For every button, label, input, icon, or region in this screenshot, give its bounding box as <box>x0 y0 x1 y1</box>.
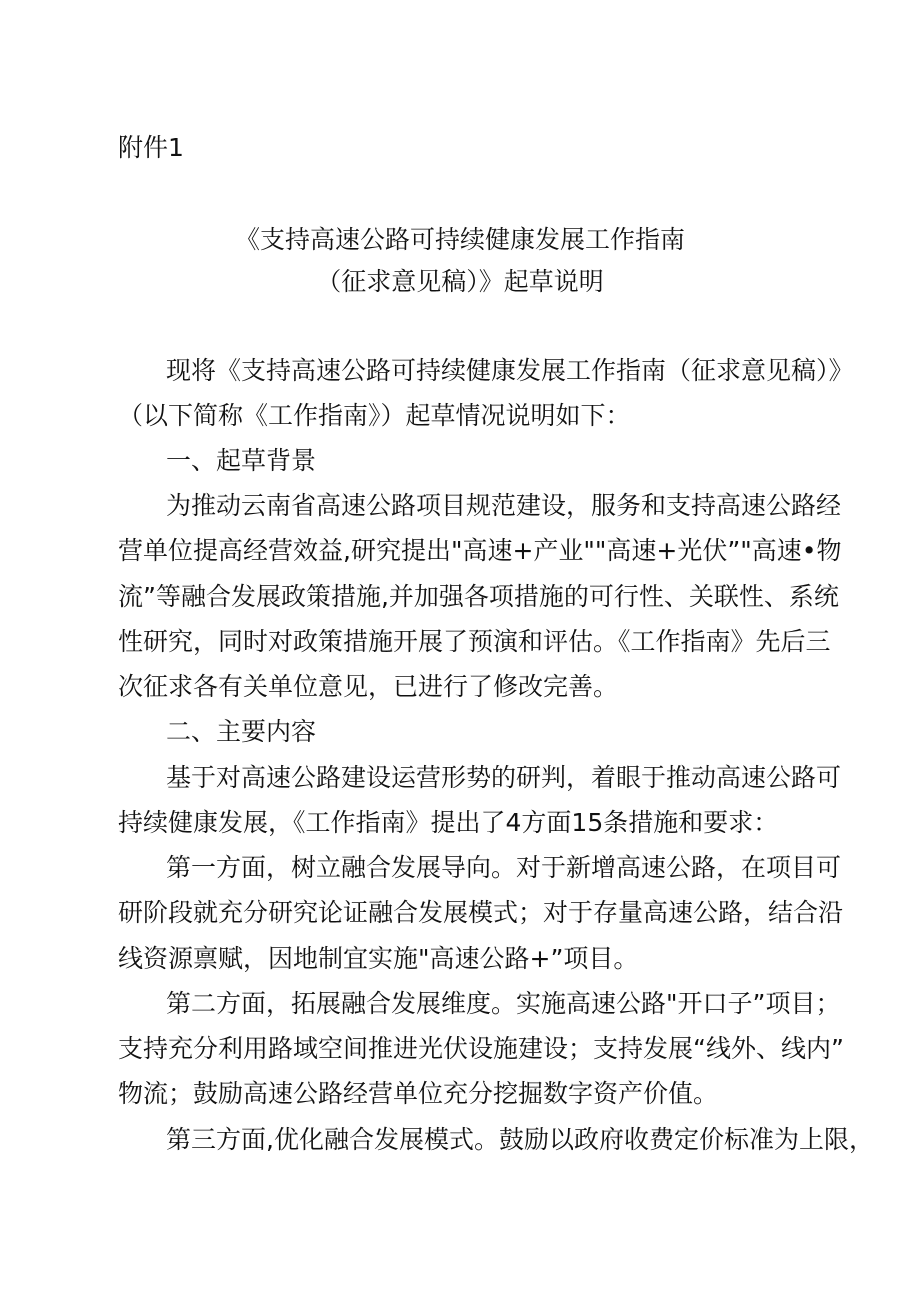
paragraph-line: 第三方面,优化融合发展模式。鼓励以政府收费定价标准为上限， <box>166 1125 874 1154</box>
paragraph-line: 为推动云南省高速公路项目规范建设，服务和支持高速公路经 <box>166 491 842 520</box>
paragraph-line: 第二方面，拓展融合发展维度。实施高速公路"开口子”项目； <box>166 989 841 1018</box>
paragraph-line: 基于对高速公路建设运营形势的研判，着眼于推动高速公路可 <box>166 763 842 792</box>
section-heading-main-content: 二、主要内容 <box>166 717 317 746</box>
paragraph-line: 次征求各有关单位意见，已进行了修改完善。 <box>118 672 619 701</box>
paragraph-line: 流”等融合发展政策措施,并加强各项措施的可行性、关联性、系统 <box>118 582 839 611</box>
paragraph-line: 研阶段就充分研究论证融合发展模式；对于存量高速公路，结合沿 <box>118 898 844 927</box>
paragraph-line: 性研究，同时对政策措施开展了预演和评估。《工作指南》先后三 <box>118 627 831 656</box>
paragraph-line: 物流；鼓励高速公路经营单位充分挖掘数字资产价值。 <box>118 1079 719 1108</box>
document-title-line-1: 《支持高速公路可持续健康发展工作指南 <box>234 225 685 254</box>
intro-paragraph-line: （以下简称《工作指南》）起草情况说明如下： <box>118 401 631 430</box>
paragraph-line: 营单位提高经营效益,研究提出"高速+产业""高速+光伏”"高速•物 <box>118 536 842 565</box>
document-title-line-2: （征求意见稿）》起草说明 <box>316 267 604 296</box>
attachment-label: 附件1 <box>118 133 184 162</box>
intro-paragraph-line: 现将《支持高速公路可持续健康发展工作指南（征求意见稿）》 <box>166 356 854 385</box>
paragraph-line: 支持充分利用路域空间推进光伏设施建设；支持发展“线外、线内” <box>118 1034 844 1063</box>
paragraph-line: 线资源禀赋，因地制宜实施"高速公路+”项目。 <box>118 944 639 973</box>
section-heading-background: 一、起草背景 <box>166 446 317 475</box>
paragraph-line: 第一方面，树立融合发展导向。对于新增高速公路，在项目可 <box>166 853 842 882</box>
paragraph-line: 持续健康发展，《工作指南》提出了4方面15条措施和要求： <box>118 808 779 837</box>
